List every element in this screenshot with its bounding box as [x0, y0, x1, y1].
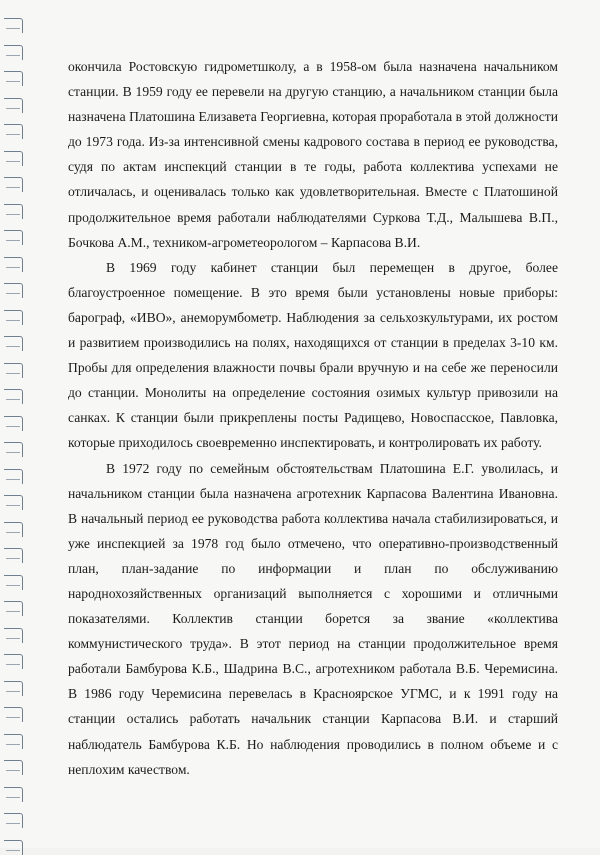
paragraph-1: окончила Ростовскую гидрометшколу, а в 1958-ом была назначена начальником станции. В 1959 году ее перевели на другую станцию, а начальником станции была назначена Платошина Елизавета Георгиевна, которая проработала в этой должности до 1973 года. Из-за интенсивной смены кадрового состава в период ее руководства, судя по актам инспекций станции в те годы, работа коллектива успехами не отличалась, и оценивалась только как удовлетворительная. Вместе с Платошиной продолжительное время работали наблюдателями Суркова Т.Д., Малышева В.П., Бочкова А.М., техником-агрометеорологом – Карпасова В.И. [68, 59, 558, 250]
binding-ring [4, 363, 23, 378]
binding-ring [4, 230, 23, 245]
binding-ring [4, 681, 23, 696]
binding-ring [4, 760, 23, 775]
binding-ring [4, 389, 23, 404]
binding-ring [4, 628, 23, 643]
binding-ring [4, 442, 23, 457]
binding-ring [4, 257, 23, 272]
binding-ring [4, 177, 23, 192]
binding-ring [4, 787, 23, 802]
binding-ring [4, 204, 23, 219]
binding-ring [4, 548, 23, 563]
binding-ring [4, 98, 23, 113]
document-body [68, 54, 558, 782]
paragraph-2: В 1969 году кабинет станции был перемещен в другое, более благоустроенное помещение. В это время были установлены новые приборы: барограф, «ИВО», анеморумбометр. Наблюдения за сельхозкультурами, их ростом и развитием производились на полях, находящихся от станции в пределах 3-10 км. Пробы для определения влажности почвы брали вручную и на себе же переносили до станции. Монолиты на определение состояния озимых культур привозили на санках. К станции были прикреплены посты Радищево, Новоспасское, Павловка, которые приходилось своевременно инспектировать, и контролировать их работу. [68, 259, 558, 451]
binding-ring [4, 45, 23, 60]
binding-ring [4, 522, 23, 537]
binding-ring [4, 124, 23, 139]
binding-ring [4, 310, 23, 325]
binding-ring [4, 495, 23, 510]
binding-ring [4, 416, 23, 431]
binding-ring [4, 840, 23, 855]
binding-ring [4, 601, 23, 616]
binding-ring [4, 18, 23, 33]
binding-ring [4, 336, 23, 351]
binding-ring [4, 283, 23, 298]
binding-ring [4, 813, 23, 828]
binding-ring [4, 575, 23, 590]
binding-ring [4, 71, 23, 86]
binding-ring [4, 469, 23, 484]
binding-ring [4, 151, 23, 166]
binding-ring [4, 734, 23, 749]
binding-ring [4, 654, 23, 669]
spiral-binding [0, 0, 40, 848]
binding-ring [4, 707, 23, 722]
paragraph-3: В 1972 году по семейным обстоятельствам Платошина Е.Г. уволилась, и начальником станции была назначена агротехник Карпасова Валентина Ивановна. В начальный период ее руководства работа коллектива начала стабилизироваться, и уже инспекцией за 1978 год было отмечено, что оперативно-производственный план, план-задание по информации и план по обслуживанию народнохозяйственных организаций выполняется с хорошими и отличными показателями. Коллектив станции борется за звание «коллектива коммунистического труда». В этот период на станции продолжительное время работали Бамбурова К.Б., Шадрина В.С., агротехником работала В.Б. Черемисина. В 1986 году Черемисина перевелась в Красноярское УГМС, и к 1991 году на станции остались работать начальник станции Карпасова В.И. и старший наблюдатель Бамбурова К.Б. Но наблюдения проводились в полном объеме и с неплохим качеством. [68, 460, 558, 777]
